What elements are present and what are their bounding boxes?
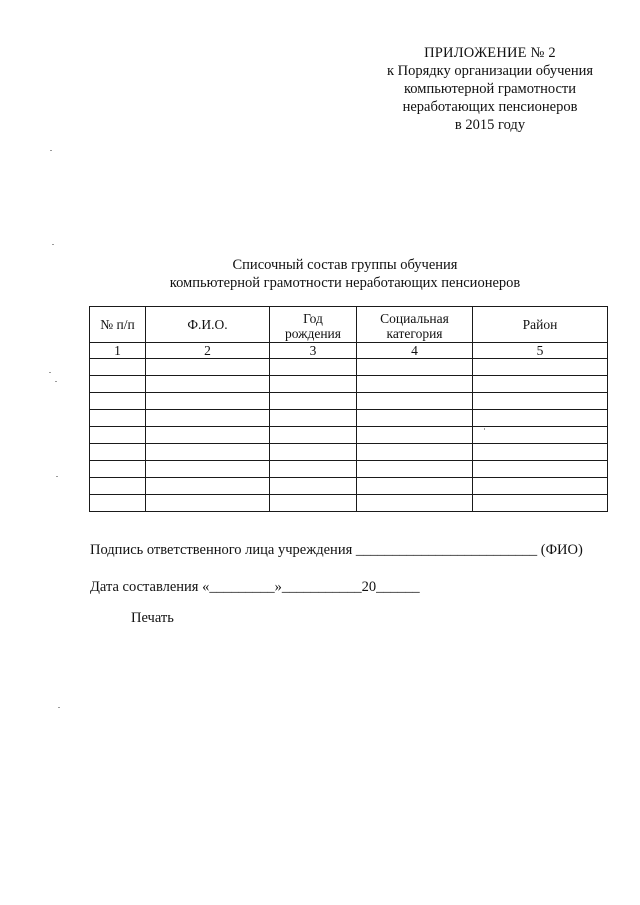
table-cell [270,427,357,444]
table-row [90,376,608,393]
table-cell [270,478,357,495]
table-row [90,461,608,478]
table-row [90,427,608,444]
table-cell [270,495,357,512]
table-cell [146,444,270,461]
scan-speck [58,707,60,708]
table-cell [473,444,608,461]
scan-speck [56,476,58,477]
header-birth-year-line-2: рождения [284,326,341,341]
table-cell [90,427,146,444]
table-cell [270,376,357,393]
column-number: 5 [473,343,608,359]
table-row [90,495,608,512]
document-title-line-2: компьютерной грамотности неработающих пенсионеров [169,275,521,291]
scan-speck [55,381,57,382]
table-row [90,359,608,376]
scan-speck [52,244,54,245]
appendix-line: к Порядку организации обучения [386,63,594,79]
appendix-line: в 2015 году [454,117,526,133]
table-row [90,410,608,427]
table-cell [473,478,608,495]
header-social-category-line-2: категория [386,326,443,341]
appendix-title: ПРИЛОЖЕНИЕ № 2 [424,45,556,61]
document-title-line-1: Списочный состав группы обучения [232,257,458,273]
table-cell [146,359,270,376]
table-cell [357,461,473,478]
appendix-line: компьютерной грамотности [404,81,576,97]
table-cell [357,376,473,393]
table-cell [473,495,608,512]
table-row [90,393,608,410]
header-num: № п/п [90,307,146,343]
appendix-header [330,44,640,134]
table-cell [357,393,473,410]
header-social-category [357,307,473,343]
scan-speck [50,150,52,151]
roster-table [89,306,608,512]
column-number-row [90,343,608,359]
header-birth-year-line-1: Год [303,311,323,326]
table-cell [90,410,146,427]
table-cell [146,495,270,512]
table-cell [270,444,357,461]
table-cell [146,376,270,393]
table-cell [473,359,608,376]
table-cell [270,461,357,478]
compilation-date-line: Дата составления «_________»___________20______ [90,579,420,595]
table-cell [357,410,473,427]
official-signature-line: Подпись ответственного лица учреждения _________________________ (ФИО) [90,542,583,558]
table-cell [357,478,473,495]
table-cell [357,427,473,444]
document-title [0,256,640,292]
table-cell [473,410,608,427]
table-cell [146,461,270,478]
table-cell [90,376,146,393]
header-birth-year [270,307,357,343]
table-cell [270,359,357,376]
header-district: Район [473,307,608,343]
table-cell [270,410,357,427]
table-cell [357,495,473,512]
table-cell [473,427,608,444]
table-cell [357,359,473,376]
table-cell [146,410,270,427]
scan-speck [49,372,51,373]
table-header-row [90,307,608,343]
table-cell [90,444,146,461]
table-cell [473,461,608,478]
column-number: 1 [90,343,146,359]
table-row [90,478,608,495]
table-cell [270,393,357,410]
header-social-category-line-1: Социальная [380,311,449,326]
column-number: 4 [357,343,473,359]
table-cell [90,478,146,495]
table-cell [90,359,146,376]
scan-speck [484,428,485,430]
table-row [90,444,608,461]
column-number: 3 [270,343,357,359]
table-cell [146,393,270,410]
table-cell [90,495,146,512]
table-cell [146,478,270,495]
table-cell [90,461,146,478]
appendix-line: неработающих пенсионеров [402,99,578,115]
table-cell [473,393,608,410]
table-cell [357,444,473,461]
column-number: 2 [146,343,270,359]
table-cell [146,427,270,444]
table-cell [473,376,608,393]
header-fio: Ф.И.О. [146,307,270,343]
seal-label: Печать [131,610,174,626]
table-cell [90,393,146,410]
